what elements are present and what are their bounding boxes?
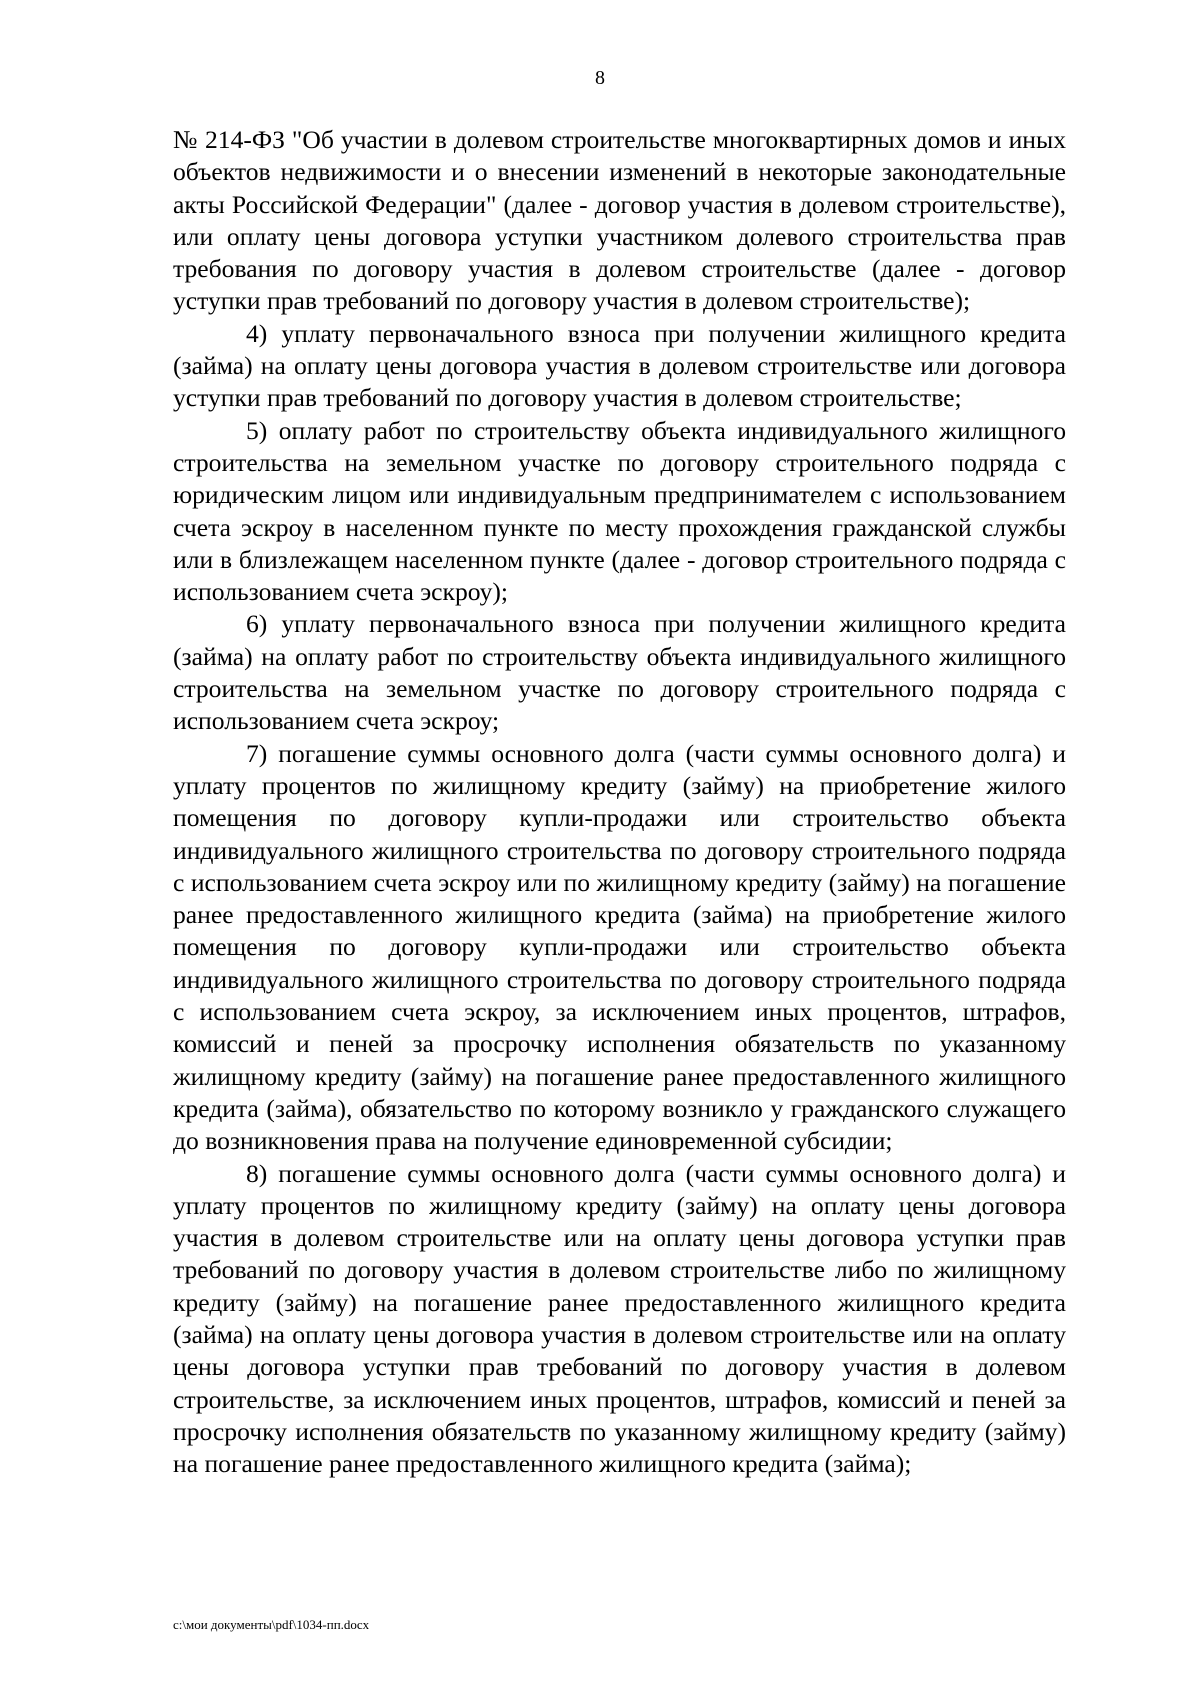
paragraph-item-4: 4) уплату первоначального взноса при получении жилищного кредита (займа) на оплату цены договора участия в долевом строительстве или договора уступки прав требований по договору участия в долевом строительстве; [173, 318, 1066, 413]
footer-file-path: c:\мои документы\pdf\1034-пп.docx [173, 1617, 370, 1632]
paragraph-item-8: 8) погашение суммы основного долга (части суммы основного долга) и уплату процентов по жилищному кредиту (займу) на оплату цены договора участия в долевом строительстве или на оплату цены договора уступки прав требований по договору участия в долевом строительстве либо по жилищному кредиту (займу) на погашение ранее предоставленного жилищного кредита (займа) на оплату цены договора участия в долевом строительстве или на оплату цены договора уступки прав требований по договору участия в долевом строительстве, за исключением иных процентов, штрафов, комиссий и пеней за просрочку исполнения обязательств по указанному жилищному кредиту (займу) на погашение ранее предоставленного жилищного кредита (займа); [173, 1158, 1066, 1479]
paragraph-item-5: 5) оплату работ по строительству объекта индивидуального жилищного строительства на земельном участке по договору строительного подряда с юридическим лицом или индивидуальным предпринимателем с использованием счета эскроу в населенном пункте по месту прохождения гражданской службы или в близлежащем населенном пункте (далее - договор строительного подряда с использованием счета эскроу); [173, 415, 1066, 607]
document-body [173, 124, 1066, 1480]
paragraph-item-6: 6) уплату первоначального взноса при получении жилищного кредита (займа) на оплату работ по строительству объекта индивидуального жилищного строительства на земельном участке по договору строительного подряда с использованием счета эскроу; [173, 609, 1066, 736]
page-number: 8 [595, 67, 605, 89]
paragraph-item-7: 7) погашение суммы основного долга (части суммы основного долга) и уплату процентов по жилищному кредиту (займу) на приобретение жилого помещения по договору купли-продажи или строительство объекта индивидуального жилищного строительства по договору строительного подряда с использованием счета эскроу или по жилищному кредиту (займу) на погашение ранее предоставленного жилищного кредита (займа) на приобретение жилого помещения по договору купли-продажи или строительство объекта индивидуального жилищного строительства по договору строительного подряда с использованием счета эскроу, за исключением иных процентов, штрафов, комиссий и пеней за просрочку исполнения обязательств по указанному жилищному кредиту (займу) на погашение ранее предоставленного жилищного кредита (займа), обязательство по которому возникло у гражданского служащего до возникновения права на получение единовременной субсидии; [173, 738, 1066, 1156]
paragraph-continuation: № 214-ФЗ "Об участии в долевом строительстве многоквартирных домов и иных объектов недвижимости и о внесении изменений в некоторые законодательные акты Российской Федерации" (далее - договор участия в долевом строительстве), или оплату цены договора уступки участником долевого строительства прав требования по договору участия в долевом строительстве (далее - договор уступки прав требований по договору участия в долевом строительстве); [173, 125, 1066, 316]
